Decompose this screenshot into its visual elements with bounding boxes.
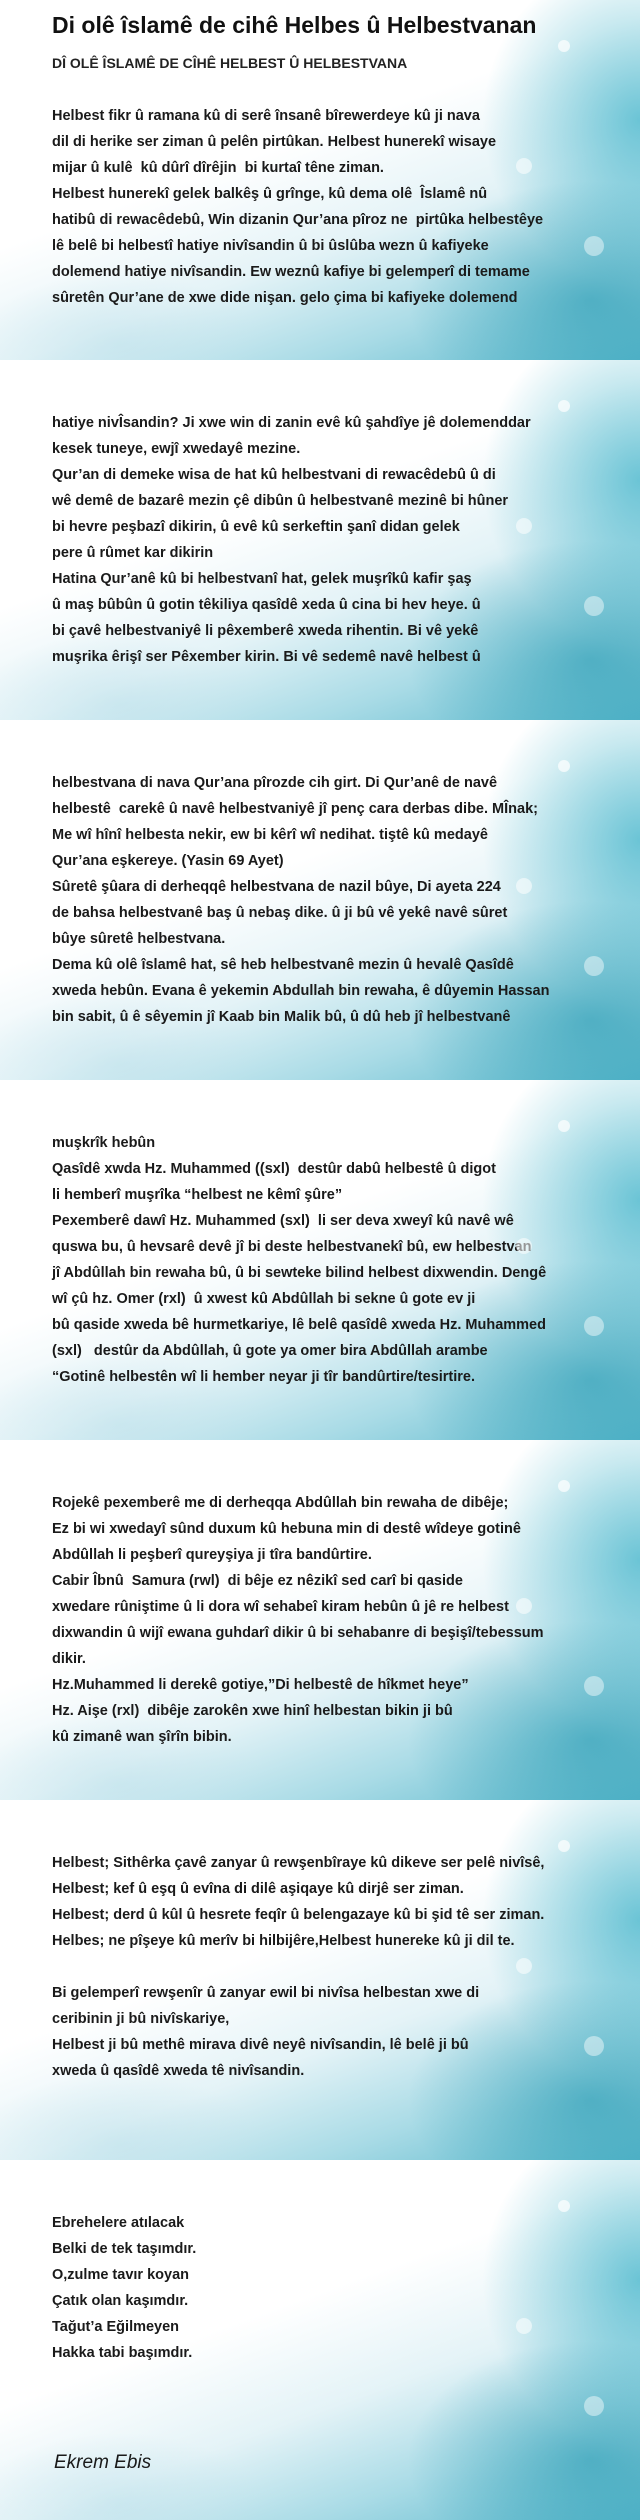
poem-line: Hz. Aişe (rxl) dibêje zarokên xwe hinî helbestan bikin ji bû — [52, 1703, 453, 1719]
poem-line: xwedare rûniştime û li dora wî sehabeî kiram hebûn û jê re helbest — [52, 1599, 509, 1615]
poem-line: kû zimanê wan şîrîn bibin. — [52, 1729, 232, 1745]
poem-line: bin sabit, û ê sêyemin jî Kaab bin Malik bû, û dû heb jî helbestvanê — [52, 1009, 511, 1025]
poem-line: Tağut’a Eğilmeyen — [52, 2319, 180, 2335]
poem-line: Ez bi wi xwedayî sûnd duxum kû hebuna min di destê wîdeye gotinê — [52, 1521, 521, 1537]
poem-line: dikir. — [52, 1651, 86, 1667]
poem-line: ceribinin ji bû nivîskariye, — [52, 2011, 230, 2027]
poem-line: xweda û qasîdê xweda tê nivîsandin. — [52, 2063, 305, 2079]
poem-line: Sûretê şûara di derheqqê helbestvana de nazil bûye, Di ayeta 224 — [52, 879, 501, 895]
poem-line: Me wî hînî helbesta nekir, ew bi kêrî wî nedihat. tiştê kû medayê — [52, 827, 488, 843]
poem-line: Helbest ji bû methê mirava divê neyê nivîsandin, lê belê ji bû — [52, 2037, 469, 2053]
poem-line: li hemberî muşrîka “helbest ne kêmî şûre” — [52, 1187, 343, 1203]
poem-line: lê belê bi helbestî hatiye nivîsandin û bi ûslûba wezn û kafiyeke — [52, 238, 489, 254]
poem-line: û maş bûbûn û gotin têkiliya qasîdê xeda û cina bi hev heye. û — [52, 597, 481, 613]
poem-line: Çatık olan kaşımdır. — [52, 2293, 189, 2309]
poem-panel-3 — [0, 720, 640, 1080]
poem-line: bû qaside xweda bê hurmetkariye, lê belê qasîdê xweda Hz. Muhammed — [52, 1317, 546, 1333]
poem-panel-6 — [0, 1800, 640, 2160]
poem-line: O,zulme tavır koyan — [52, 2267, 189, 2283]
poem-line: sûretên Qur’ane de xwe dide nişan. gelo çima bi kafiyeke dolemend — [52, 290, 518, 306]
poem-line: Pexemberê dawî Hz. Muhammed (sxl) li ser deva xweyî kû navê wê — [52, 1213, 514, 1229]
poem-line: quswa bu, û hevsarê devê jî bi deste helbestvanekî bû, ew helbestvan — [52, 1239, 532, 1255]
poem-panel-1 — [0, 0, 640, 360]
poem-title: Di olê îslamê de cihê Helbes û Helbestvanan — [52, 12, 537, 38]
poem-line: Abdûllah li peşberî qureyşiya ji tîra bandûrtire. — [52, 1547, 372, 1563]
poem-line: mijar û kulê kû dûrî dîrêjin bi kurtaî têne ziman. — [52, 160, 384, 176]
poem-line: Helbest; Sithêrka çavê zanyar û rewşenbîraye kû dikeve ser pelê nivîsê, — [52, 1855, 545, 1871]
paragraph-gap — [52, 1954, 612, 1980]
poem-panel-4 — [0, 1080, 640, 1440]
poem-text-block — [52, 770, 612, 1030]
poem-line: muşkrîk hebûn — [52, 1135, 156, 1151]
poem-line: wê demê de bazarê mezin çê dibûn û helbestvanê mezinê bi hûner — [52, 493, 509, 509]
poem-line: Cabir Îbnû Samura (rwl) di bêje ez nêzikî sed carî bi qaside — [52, 1573, 463, 1589]
poem-text-block — [52, 1850, 612, 2084]
poem-line: Dema kû olê îslamê hat, sê heb helbestvanê mezin û hevalê Qasîdê — [52, 957, 514, 973]
poem-line: Ebrehelere atılacak — [52, 2215, 185, 2231]
poem-panel-2 — [0, 360, 640, 720]
poem-line: pere û rûmet kar dikirin — [52, 545, 214, 561]
poem-line: jî Abdûllah bin rewaha bû, û bi sewteke bilind helbest dixwendin. Dengê — [52, 1265, 547, 1281]
poem-line: dolemend hatiye nivîsandin. Ew weznû kafiye bi gelemperî di temame — [52, 264, 530, 280]
poem-line: helbestvana di nava Qur’ana pîrozde cih girt. Di Qur’anê de navê — [52, 775, 498, 791]
poem-line: “Gotinê helbestên wî li hember neyar ji tîr bandûrtire/tesirtire. — [52, 1369, 476, 1385]
poem-text-block — [52, 410, 612, 670]
poem-text-block — [52, 1130, 612, 1390]
poem-subtitle: DÎ OLÊ ÎSLAMÊ DE CÎHÊ HELBEST Û HELBESTVANA — [52, 55, 408, 71]
poem-line: Helbest hunerekî gelek balkêş û grînge, kû dema olê Îslamê nû — [52, 186, 488, 202]
poem-text-block — [52, 2210, 612, 2366]
poem-line: Helbest; kef û eşq û evîna di dilê aşiqaye kû dirjê ser ziman. — [52, 1881, 464, 1897]
poem-text-block — [52, 103, 612, 311]
poem-line: Qasîdê xwda Hz. Muhammed ((sxl) destûr dabû helbestê û digot — [52, 1161, 496, 1177]
poem-line: Rojekê pexemberê me di derheqqa Abdûllah bin rewaha de dibêje; — [52, 1495, 509, 1511]
poem-line: hatibû di rewacêdebû, Win dizanin Qur’ana pîroz ne pirtûka helbestêye — [52, 212, 544, 228]
poem-line: wî çû hz. Omer (rxl) û xwest kû Abdûllah bi sekne û gote ev ji — [52, 1291, 476, 1307]
poem-line: Qur’ana eşkereye. (Yasin 69 Ayet) — [52, 853, 284, 869]
poem-line: dixwandin û wijî ewana guhdarî dikir û bi sehabanre di beşişî/tebessum — [52, 1625, 544, 1641]
poem-line: Belki de tek taşımdır. — [52, 2241, 197, 2257]
poem-line: Qur’an di demeke wisa de hat kû helbestvani di rewacêdebû û di — [52, 467, 496, 483]
poem-line: Hakka tabi başımdır. — [52, 2345, 193, 2361]
poem-line: Helbest; derd û kûl û hesrete feqîr û belengazaye kû bi şid tê ser ziman. — [52, 1907, 545, 1923]
poem-line: Bi gelemperî rewşenîr û zanyar ewil bi nivîsa helbestan xwe di — [52, 1985, 480, 2001]
poem-panel-7 — [0, 2160, 640, 2520]
poem-line: Hatina Qur’anê kû bi helbestvanî hat, gelek muşrîkû kafir şaş — [52, 571, 472, 587]
poem-line: dil di herike ser ziman û pelên pirtûkan. Helbest hunerekî wisaye — [52, 134, 497, 150]
poem-line: kesek tuneye, ewjî xwedayê mezine. — [52, 441, 301, 457]
poem-line: de bahsa helbestvanê baş û nebaş dike. û ji bû vê yekê navê sûret — [52, 905, 508, 921]
poem-panel-5 — [0, 1440, 640, 1800]
poem-line: xweda hebûn. Evana ê yekemin Abdullah bin rewaha, ê dûyemin Hassan — [52, 983, 550, 999]
poem-line: Helbest fikr û ramana kû di serê însanê bîrewerdeye kû ji nava — [52, 108, 480, 124]
poem-text-block — [52, 1490, 612, 1750]
poem-line: bi çavê helbestvaniyê li pêxemberê xweda rihentin. Bi vê yekê — [52, 623, 479, 639]
poem-line: Helbes; ne pîşeye kû merîv bi hilbijêre,Helbest hunereke kû ji dil te. — [52, 1933, 515, 1949]
poem-line: bi hevre peşbazî dikirin, û evê kû serkeftin şanî didan gelek — [52, 519, 460, 535]
poem-line: Hz.Muhammed li derekê gotiye,”Di helbestê de hîkmet heye” — [52, 1677, 469, 1693]
poem-line: bûye sûretê helbestvana. — [52, 931, 226, 947]
poem-line: muşrika êrişî ser Pêxember kirin. Bi vê sedemê navê helbest û — [52, 649, 481, 665]
poem-line: helbestê carekê û navê helbestvaniyê jî penç cara derbas dibe. MÎnak; — [52, 801, 538, 817]
poem-line: hatiye nivÎsandin? Ji xwe win di zanin evê kû şahdîye jê dolemenddar — [52, 415, 531, 431]
poem-author: Ekrem Ebis — [54, 2452, 152, 2473]
poem-line: (sxl) destûr da Abdûllah, û gote ya omer bira Abdûllah arambe — [52, 1343, 488, 1359]
